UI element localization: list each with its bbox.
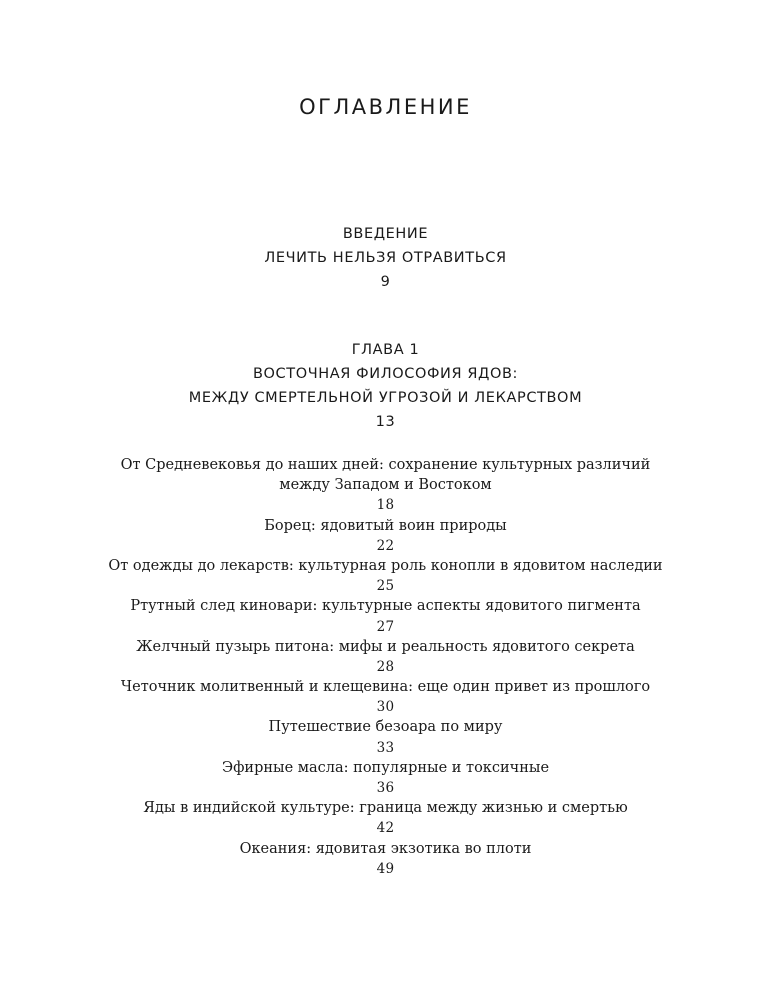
toc-entry-title: Борец: ядовитый воин природы — [264, 517, 507, 534]
toc-entry — [0, 798, 771, 838]
toc-entry-page: 36 — [376, 780, 395, 796]
toc-entry — [0, 839, 771, 879]
toc-entry-page: 27 — [376, 618, 395, 635]
intro-section — [0, 222, 771, 294]
chapter-title-line2: МЕЖДУ СМЕРТЕЛЬНОЙ УГРОЗОЙ И ЛЕКАРСТВОМ — [188, 390, 583, 406]
toc-entry-title: Желчный пузырь питона: мифы и реальность ядовитого секрета — [136, 638, 635, 655]
toc-entry — [0, 758, 771, 798]
toc-entry-page: 33 — [376, 739, 395, 756]
toc-entry — [0, 455, 771, 516]
chapter-page-number: 13 — [375, 414, 396, 430]
toc-entry-page: 25 — [376, 578, 395, 595]
toc-entry — [0, 677, 771, 717]
chapter-label: ГЛАВА 1 — [351, 342, 420, 358]
intro-label: ВВЕДЕНИЕ — [342, 226, 429, 242]
toc-entry-page: 42 — [376, 820, 395, 837]
toc-entry — [0, 596, 771, 636]
toc-entry-page: 28 — [376, 658, 395, 675]
toc-entry — [0, 516, 771, 556]
toc-entry-title-cont: между Западом и Востоком — [279, 477, 492, 494]
chapter-1-heading — [0, 338, 771, 434]
page-title: ОГЛАВЛЕНИЕ — [299, 95, 472, 119]
toc-entry — [0, 717, 771, 757]
toc-entry-page: 18 — [376, 497, 395, 514]
toc-entry-title: От Средневековья до наших дней: сохранение культурных различий — [120, 457, 651, 473]
toc-entry-title: Океания: ядовитая экзотика во плоти — [239, 840, 532, 857]
toc-entry-page: 22 — [376, 537, 395, 554]
toc-entry-title: Ртутный след киновари: культурные аспекты ядовитого пигмента — [130, 598, 641, 615]
toc-entry-title: Путешествие безоара по миру — [268, 719, 503, 736]
toc-entry-page: 30 — [376, 699, 395, 716]
intro-subtitle: ЛЕЧИТЬ НЕЛЬЗЯ ОТРАВИТЬСЯ — [264, 250, 507, 266]
toc-entry — [0, 556, 771, 596]
toc-entry-title: Яды в индийской культуре: граница между жизнью и смертью — [143, 800, 628, 817]
toc-entry-title: От одежды до лекарств: культурная роль конопли в ядовитом наследии — [108, 557, 663, 574]
toc-entries — [0, 455, 771, 879]
chapter-title-line1: ВОСТОЧНАЯ ФИЛОСОФИЯ ЯДОВ: — [252, 366, 519, 382]
toc-entry — [0, 637, 771, 677]
toc-entry-title: Эфирные масла: популярные и токсичные — [221, 759, 550, 776]
toc-entry-title: Четочник молитвенный и клещевина: еще один привет из прошлого — [120, 679, 651, 696]
intro-page-number: 9 — [380, 274, 391, 290]
toc-entry-page: 49 — [376, 860, 395, 877]
